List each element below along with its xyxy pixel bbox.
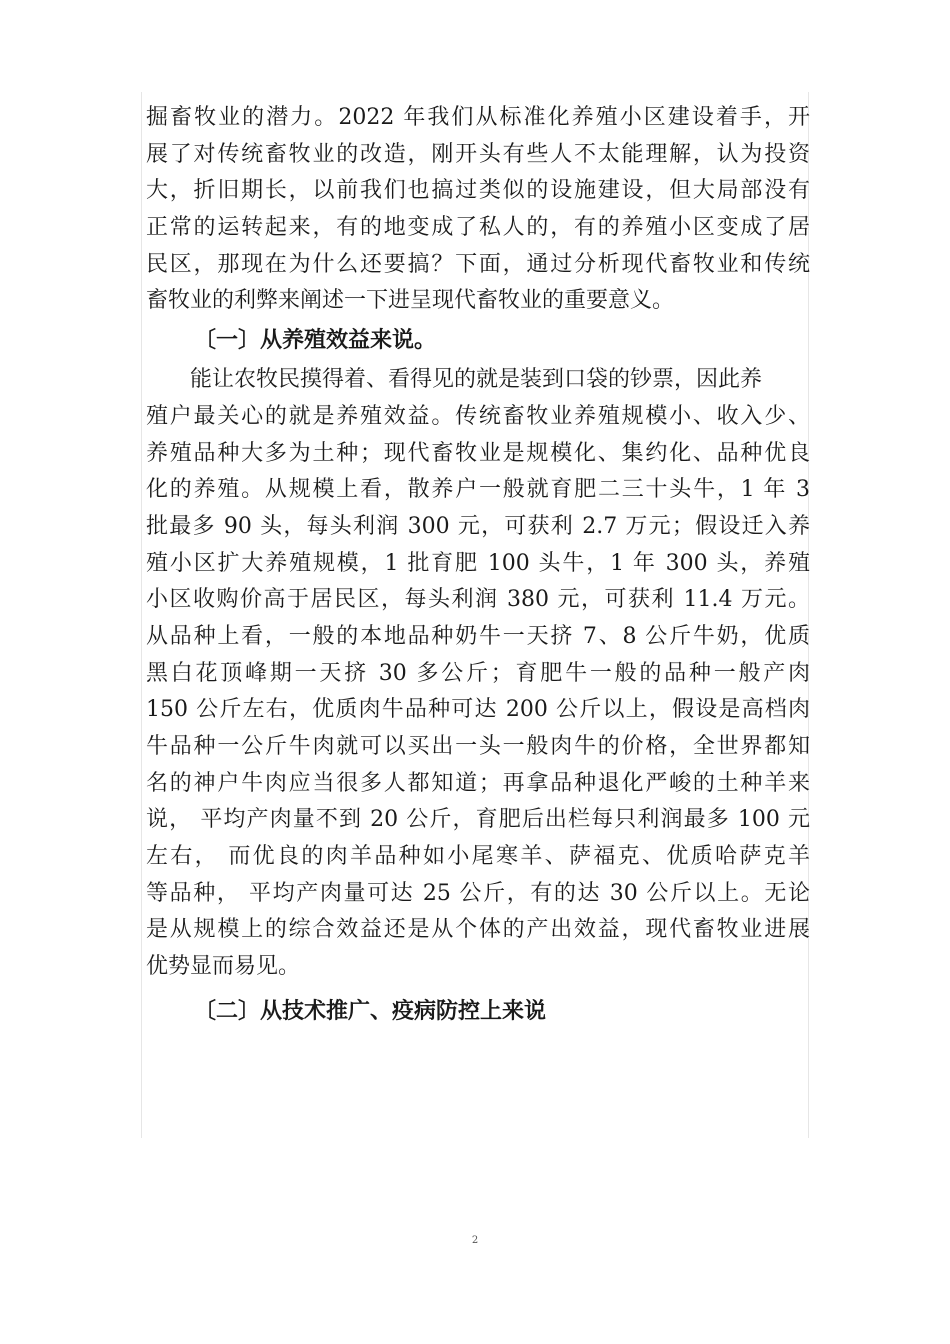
paragraph-1 — [146, 100, 814, 320]
paragraph-line: 优势显而易见。 — [146, 954, 301, 980]
paragraph-line: 牛品种一公斤牛肉就可以买出一头一般肉牛的价格，全世界都知 — [146, 734, 810, 759]
paragraph-line: 150 公斤左右，优质肉牛品种可达 200 公斤以上，假设是高档肉 — [146, 697, 810, 723]
section-heading-2: 〔二〕从技术推广、疫病防控上来说 — [194, 998, 547, 1024]
paragraph-line: 正常的运转起来，有的地变成了私人的，有的养殖小区变成了居 — [146, 215, 810, 241]
document-body — [146, 100, 814, 1033]
paragraph-line: 是从规模上的综合效益还是从个体的产出效益，现代畜牧业进展 — [146, 917, 810, 943]
paragraph-line: 养殖品种大多为土种；现代畜牧业是规模化、集约化、品种优良 — [146, 440, 810, 466]
page-number: 2 — [471, 1235, 479, 1246]
paragraph-line: 展了对传统畜牧业的改造，刚开头有些人不太能理解，认为投资 — [146, 141, 810, 167]
paragraph-line: 畜牧业的利弊来阐述一下进呈现代畜牧业的重要意义。 — [146, 288, 675, 314]
paragraph-line: 小区收购价高于居民区，每头利润 380 元，可获利 11.4 万元。 — [146, 587, 810, 613]
paragraph-line: 殖小区扩大养殖规模，1 批育肥 100 头牛，1 年 300 头，养殖 — [146, 550, 810, 576]
paragraph-line: 从品种上看，一般的本地品种奶牛一天挤 7、8 公斤牛奶，优质 — [146, 623, 810, 649]
paragraph-line: 等品种， 平均产肉量可达 25 公斤，有的达 30 公斤以上。无论 — [146, 880, 810, 906]
paragraph-2 — [146, 362, 814, 986]
paragraph-line: 名的神户牛肉应当很多人都知道；再拿品种退化严峻的土种羊来 — [146, 770, 810, 796]
paragraph-line: 大，折旧期长，以前我们也搞过类似的设施建设，但大局部没有 — [146, 178, 810, 204]
paragraph-line: 说， 平均产肉量不到 20 公斤，育肥后出栏每只利润最多 100 元 — [146, 807, 810, 833]
paragraph-line: 掘畜牧业的潜力。2022 年我们从标准化养殖小区建设着手，开 — [146, 105, 810, 130]
section-heading-1: 〔一〕从养殖效益来说。 — [194, 328, 437, 354]
paragraph-line: 左右， 而优良的肉羊品种如小尾寒羊、萨福克、优质哈萨克羊 — [146, 844, 810, 870]
paragraph-line: 能让农牧民摸得着、看得见的就是装到口袋的钞票，因此养 — [190, 367, 763, 393]
paragraph-line: 殖户最关心的就是养殖效益。传统畜牧业养殖规模小、收入少、 — [146, 403, 810, 429]
paragraph-line: 黑白花顶峰期一天挤 30 多公斤；育肥牛一般的品种一般产肉 — [146, 660, 810, 686]
paragraph-line: 民区，那现在为什么还要搞？下面，通过分析现代畜牧业和传统 — [146, 251, 810, 277]
paragraph-line: 批最多 90 头，每头利润 300 元，可获利 2.7 万元；假设迁入养 — [146, 513, 810, 539]
paragraph-line: 化的养殖。从规模上看，散养户一般就育肥二三十头牛，1 年 3 — [146, 477, 810, 503]
